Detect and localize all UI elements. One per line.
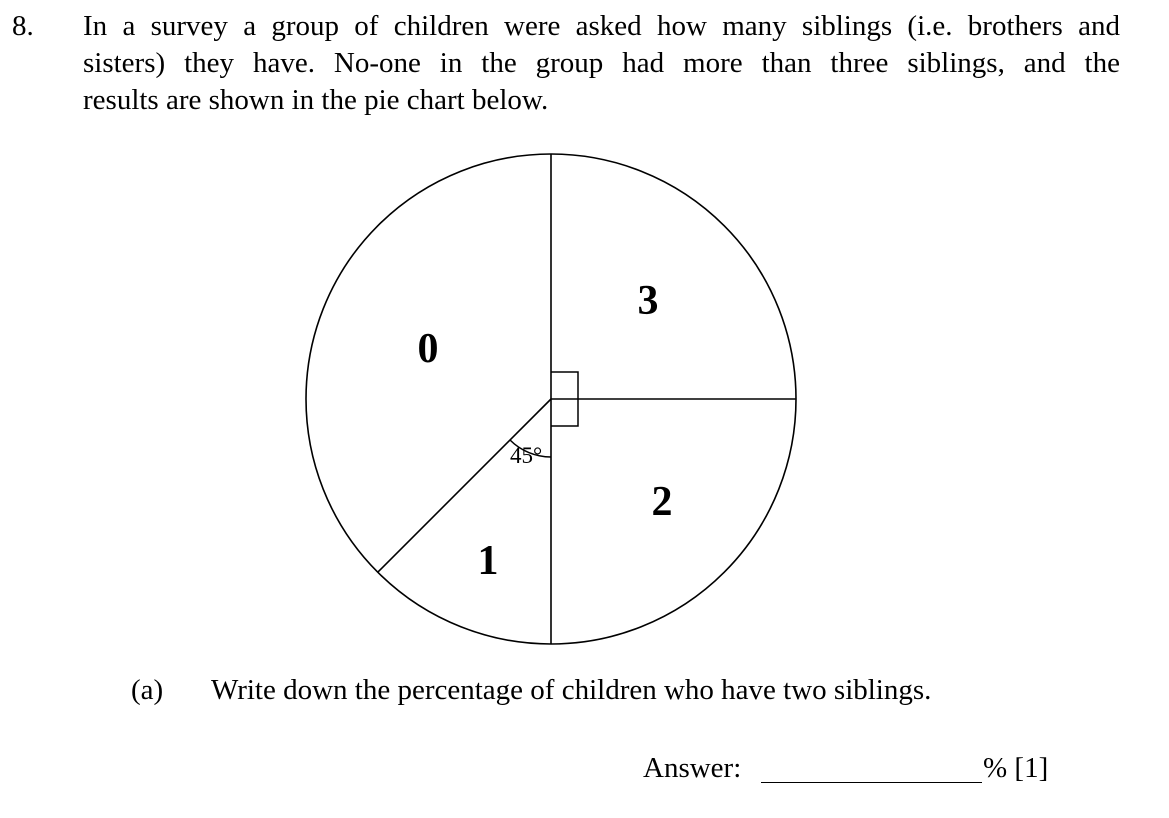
right-angle-mark-2 (551, 399, 578, 426)
part-a-label: (a) (131, 674, 164, 706)
slice-label-1: 1 (477, 538, 499, 584)
slice-label-3: 3 (637, 278, 659, 324)
question-line-3: results are shown in the pie chart below. (83, 84, 549, 116)
slice-label-2: 2 (651, 479, 673, 525)
right-angle-mark-3 (551, 372, 578, 399)
answer-label: Answer: (643, 752, 742, 784)
slice-boundary-line (378, 399, 551, 572)
angle-label-45: 45° (510, 443, 543, 468)
question-line-2: sisters) they have. No-one in the group had more than three siblings, and the (83, 47, 1120, 79)
question-line-1: In a survey a group of children were asked how many siblings (i.e. brothers and (83, 10, 1120, 42)
answer-input-line[interactable] (761, 782, 982, 783)
question-number: 8. (12, 10, 34, 42)
part-a-question: Write down the percentage of children who have two siblings. (211, 674, 932, 706)
slice-label-0: 0 (417, 326, 439, 372)
answer-unit-marks: % [1] (983, 752, 1049, 784)
